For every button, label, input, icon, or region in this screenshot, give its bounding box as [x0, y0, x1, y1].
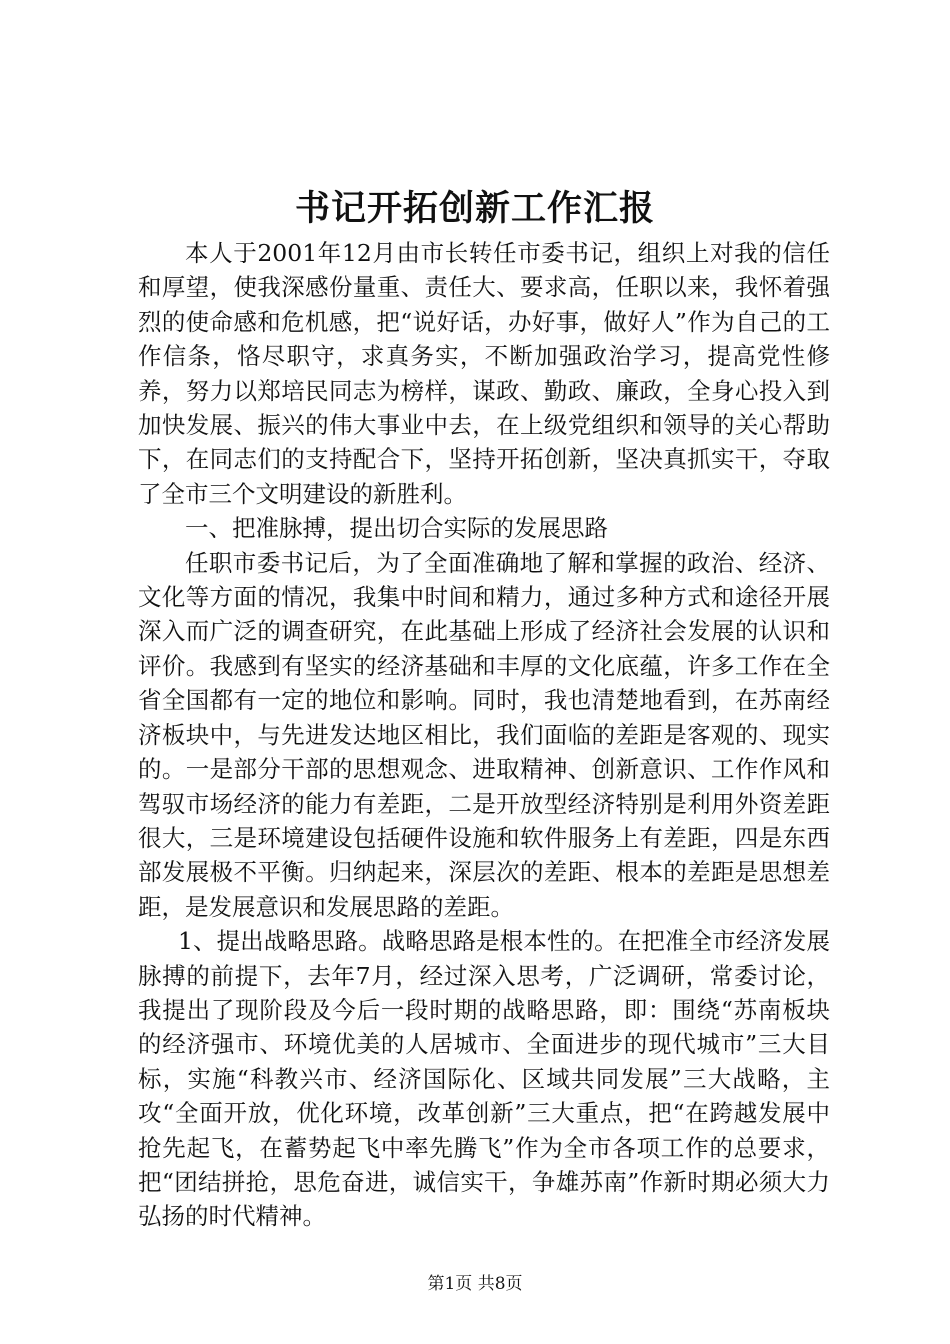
- section-heading: 一、把准脉搏，提出切合实际的发展思路: [185, 514, 608, 543]
- section-paragraph: 任职市委书记后，为了全面准确地了解和掌握的政治、经济、文化等方面的情况，我集中时间和精力，通过多种方式和途径开展深入而广泛的调查研究，在此基础上形成了经济社会发展的认识和评价。我感到有坚实的经济基础和丰厚的文化底蕴，许多工作在全省全国都有一定的地位和影响。同时，我也清楚地看到，在苏南经济板块中，与先进发达地区相比，我们面临的差距是客观的、现实的。一是部分干部的思想观念、进取精神、创新意识、工作作风和驾驭市场经济的能力有差距，二是开放型经济特别是利用外资差距很大，三是环境建设包括硬件设施和软件服务上有差距，四是东西部发展极不平衡。归纳起来，深层次的差距、根本的差距是思想差距，是发展意识和发展思路的差距。: [138, 548, 830, 921]
- document-body: [138, 236, 830, 1234]
- page-footer: 第1页 共8页: [427, 1274, 523, 1294]
- document-title: 书记开拓创新工作汇报: [294, 188, 655, 229]
- list-item-paragraph: 1、提出战略思路。战略思路是根本性的。在把准全市经济发展脉搏的前提下，去年7月，经过深入思考，广泛调研，常委讨论，我提出了现阶段及今后一段时期的战略思路，即：围绕“苏南板块的经济强市、环境优美的人居城市、全面进步的现代城市”三大目标，实施“科教兴市、经济国际化、区域共同发展”三大战略，主攻“全面开放，优化环境，改革创新”三大重点，把“在跨越发展中抢先起飞，在蓄势起飞中率先腾飞”作为全市各项工作的总要求，把“团结拼抢，思危奋进，诚信实干，争雄苏南”作新时期必须大力弘扬的时代精神。: [138, 927, 830, 1231]
- intro-paragraph: 本人于2001年12月由市长转任市委书记，组织上对我的信任和厚望，使我深感份量重、责任大、要求高，任职以来，我怀着强烈的使命感和危机感，把“说好话，办好事，做好人”作为自己的工作信条，恪尽职守，求真务实，不断加强政治学习，提高党性修养，努力以郑培民同志为榜样，谋政、勤政、廉政，全身心投入到加快发展、振兴的伟大事业中去，在上级党组织和领导的关心帮助下，在同志们的支持配合下，坚持开拓创新，坚决真抓实干，夺取了全市三个文明建设的新胜利。: [138, 239, 830, 508]
